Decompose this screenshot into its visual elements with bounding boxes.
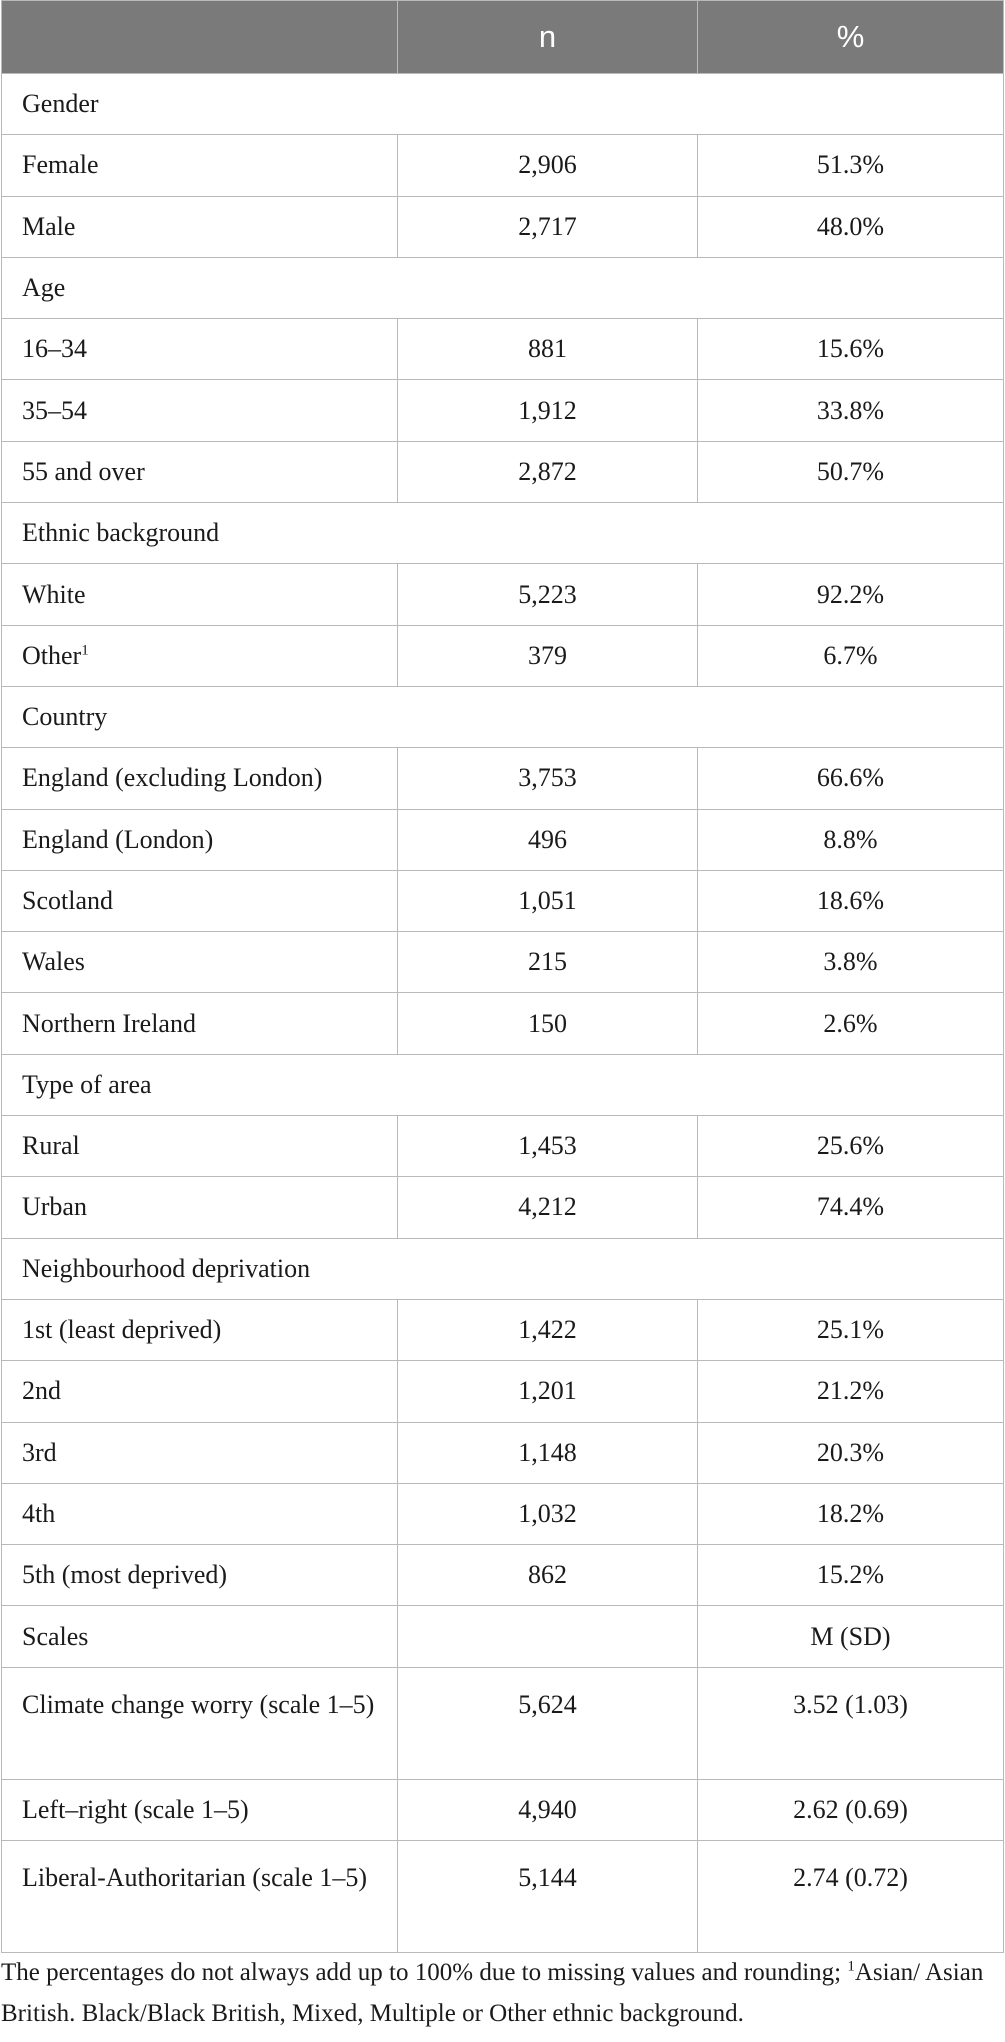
row-label: 35–54 xyxy=(22,395,87,425)
row-pct: 8.8% xyxy=(698,809,1004,870)
table-row xyxy=(2,441,1004,502)
table-row xyxy=(2,932,1004,993)
header-row xyxy=(2,1,1004,74)
row-label-cell xyxy=(2,1545,398,1606)
table-row xyxy=(2,1779,1004,1840)
row-label: 3rd xyxy=(22,1437,57,1467)
row-pct: 3.52 (1.03) xyxy=(698,1667,1004,1779)
row-n: 881 xyxy=(398,319,698,380)
row-n: 3,753 xyxy=(398,748,698,809)
row-n: 150 xyxy=(398,993,698,1054)
table-row xyxy=(2,809,1004,870)
footnote-sup: 1 xyxy=(847,1958,855,1975)
row-n: 1,051 xyxy=(398,870,698,931)
row-label-cell xyxy=(2,564,398,625)
section-label: Age xyxy=(2,257,1004,318)
row-label-cell xyxy=(2,1483,398,1544)
table-row xyxy=(2,564,1004,625)
table-row xyxy=(2,380,1004,441)
row-n: 4,212 xyxy=(398,1177,698,1238)
table-row xyxy=(2,196,1004,257)
section-row xyxy=(2,74,1004,135)
table-row xyxy=(2,1361,1004,1422)
row-pct: 50.7% xyxy=(698,441,1004,502)
row-label-cell xyxy=(2,441,398,502)
row-pct: 48.0% xyxy=(698,196,1004,257)
row-label: Scotland xyxy=(22,886,113,915)
row-n: 1,201 xyxy=(398,1361,698,1422)
row-n: 496 xyxy=(398,809,698,870)
row-n: 1,032 xyxy=(398,1483,698,1544)
row-pct: 2.74 (0.72) xyxy=(698,1841,1004,1953)
row-pct: 18.2% xyxy=(698,1483,1004,1544)
row-label-cell xyxy=(2,135,398,196)
row-label: Left–right (scale 1–5) xyxy=(22,1794,249,1824)
row-label: Female xyxy=(22,150,99,180)
row-pct: 66.6% xyxy=(698,748,1004,809)
row-label-cell xyxy=(2,196,398,257)
row-label-cell xyxy=(2,809,398,870)
table-row xyxy=(2,1841,1004,1953)
row-n: 5,144 xyxy=(398,1841,698,1953)
row-label-cell xyxy=(2,870,398,931)
row-label: Male xyxy=(22,211,76,241)
row-label: 16–34 xyxy=(22,334,87,364)
row-label-cell xyxy=(2,993,398,1054)
table-row xyxy=(2,1545,1004,1606)
row-pct: 6.7% xyxy=(698,625,1004,686)
row-pct: 2.62 (0.69) xyxy=(698,1779,1004,1840)
row-label-cell xyxy=(2,1299,398,1360)
row-label-cell xyxy=(2,1361,398,1422)
row-label-cell xyxy=(2,319,398,380)
table-row xyxy=(2,993,1004,1054)
row-label: 1st (least deprived) xyxy=(22,1315,222,1345)
section-row xyxy=(2,1238,1004,1299)
row-label-cell xyxy=(2,1177,398,1238)
row-pct: 20.3% xyxy=(698,1422,1004,1483)
row-pct: 15.2% xyxy=(698,1545,1004,1606)
table-row xyxy=(2,1483,1004,1544)
row-label: England (London) xyxy=(22,824,214,854)
row-n: 379 xyxy=(398,625,698,686)
table-row xyxy=(2,1606,1004,1667)
row-pct: 25.1% xyxy=(698,1299,1004,1360)
row-label: Wales xyxy=(22,947,85,977)
row-label: 55 and over xyxy=(22,456,145,486)
section-label: Ethnic background xyxy=(2,503,1004,564)
table-row xyxy=(2,1177,1004,1238)
row-label-cell xyxy=(2,625,398,686)
section-row xyxy=(2,1054,1004,1115)
row-n: 2,872 xyxy=(398,441,698,502)
row-label: Urban xyxy=(22,1192,87,1222)
table-row xyxy=(2,870,1004,931)
table-row xyxy=(2,748,1004,809)
row-n: 1,912 xyxy=(398,380,698,441)
table-row xyxy=(2,1299,1004,1360)
row-n: 1,422 xyxy=(398,1299,698,1360)
table-row xyxy=(2,1667,1004,1779)
row-n: 215 xyxy=(398,932,698,993)
section-row xyxy=(2,257,1004,318)
row-pct: 3.8% xyxy=(698,932,1004,993)
row-label-cell xyxy=(2,1422,398,1483)
row-label: 2nd xyxy=(22,1376,61,1406)
section-row xyxy=(2,503,1004,564)
row-pct: 33.8% xyxy=(698,380,1004,441)
row-n: 862 xyxy=(398,1545,698,1606)
demographics-table xyxy=(1,0,1004,1953)
table-row xyxy=(2,1422,1004,1483)
section-label: Gender xyxy=(2,74,1004,135)
row-label: Rural xyxy=(22,1131,80,1161)
row-label-cell xyxy=(2,380,398,441)
row-label: 5th (most deprived) xyxy=(22,1560,228,1590)
row-pct: M (SD) xyxy=(698,1606,1004,1667)
row-label-sup: 1 xyxy=(81,642,89,659)
row-label: Scales xyxy=(22,1621,89,1651)
footnote-text-after: Asian/ Asian British. Black/Black British, Mixed, Multiple or Other ethnic background. xyxy=(1,1959,984,2027)
table-row xyxy=(2,1116,1004,1177)
row-label-cell xyxy=(2,1667,398,1779)
row-label: 4th xyxy=(22,1498,56,1528)
header-pct: % xyxy=(698,1,1004,74)
row-label-cell xyxy=(2,1116,398,1177)
table-row xyxy=(2,625,1004,686)
row-label: Northern Ireland xyxy=(22,1008,196,1038)
row-label-cell xyxy=(2,1606,398,1667)
row-n: 5,223 xyxy=(398,564,698,625)
section-label: Neighbourhood deprivation xyxy=(2,1238,1004,1299)
row-n: 1,453 xyxy=(398,1116,698,1177)
header-label xyxy=(2,1,398,74)
row-n: 1,148 xyxy=(398,1422,698,1483)
row-label: White xyxy=(22,579,86,609)
row-label-cell xyxy=(2,1779,398,1840)
row-pct: 18.6% xyxy=(698,870,1004,931)
row-pct: 51.3% xyxy=(698,135,1004,196)
row-pct: 2.6% xyxy=(698,993,1004,1054)
header-n: n xyxy=(398,1,698,74)
row-label: Other xyxy=(22,640,82,670)
row-label-cell xyxy=(2,1841,398,1953)
row-label-cell xyxy=(2,932,398,993)
row-n: 2,906 xyxy=(398,135,698,196)
row-pct: 15.6% xyxy=(698,319,1004,380)
footnote-text-before: The percentages do not always add up to 100% due to missing values and rounding; xyxy=(1,1959,848,1986)
section-label: Type of area xyxy=(2,1054,1004,1115)
row-n xyxy=(398,1606,698,1667)
row-pct: 25.6% xyxy=(698,1116,1004,1177)
table-body xyxy=(2,74,1004,1953)
row-label: Liberal-Authoritarian (scale 1–5) xyxy=(22,1863,368,1893)
row-n: 5,624 xyxy=(398,1667,698,1779)
section-row xyxy=(2,686,1004,747)
row-n: 4,940 xyxy=(398,1779,698,1840)
section-label: Country xyxy=(2,686,1004,747)
row-pct: 92.2% xyxy=(698,564,1004,625)
table-row xyxy=(2,135,1004,196)
row-label: Climate change worry (scale 1–5) xyxy=(22,1689,375,1719)
row-label-cell xyxy=(2,748,398,809)
row-pct: 74.4% xyxy=(698,1177,1004,1238)
row-n: 2,717 xyxy=(398,196,698,257)
table-footnote xyxy=(1,1952,1001,2034)
row-label: England (excluding London) xyxy=(22,763,323,793)
row-pct: 21.2% xyxy=(698,1361,1004,1422)
table-row xyxy=(2,319,1004,380)
